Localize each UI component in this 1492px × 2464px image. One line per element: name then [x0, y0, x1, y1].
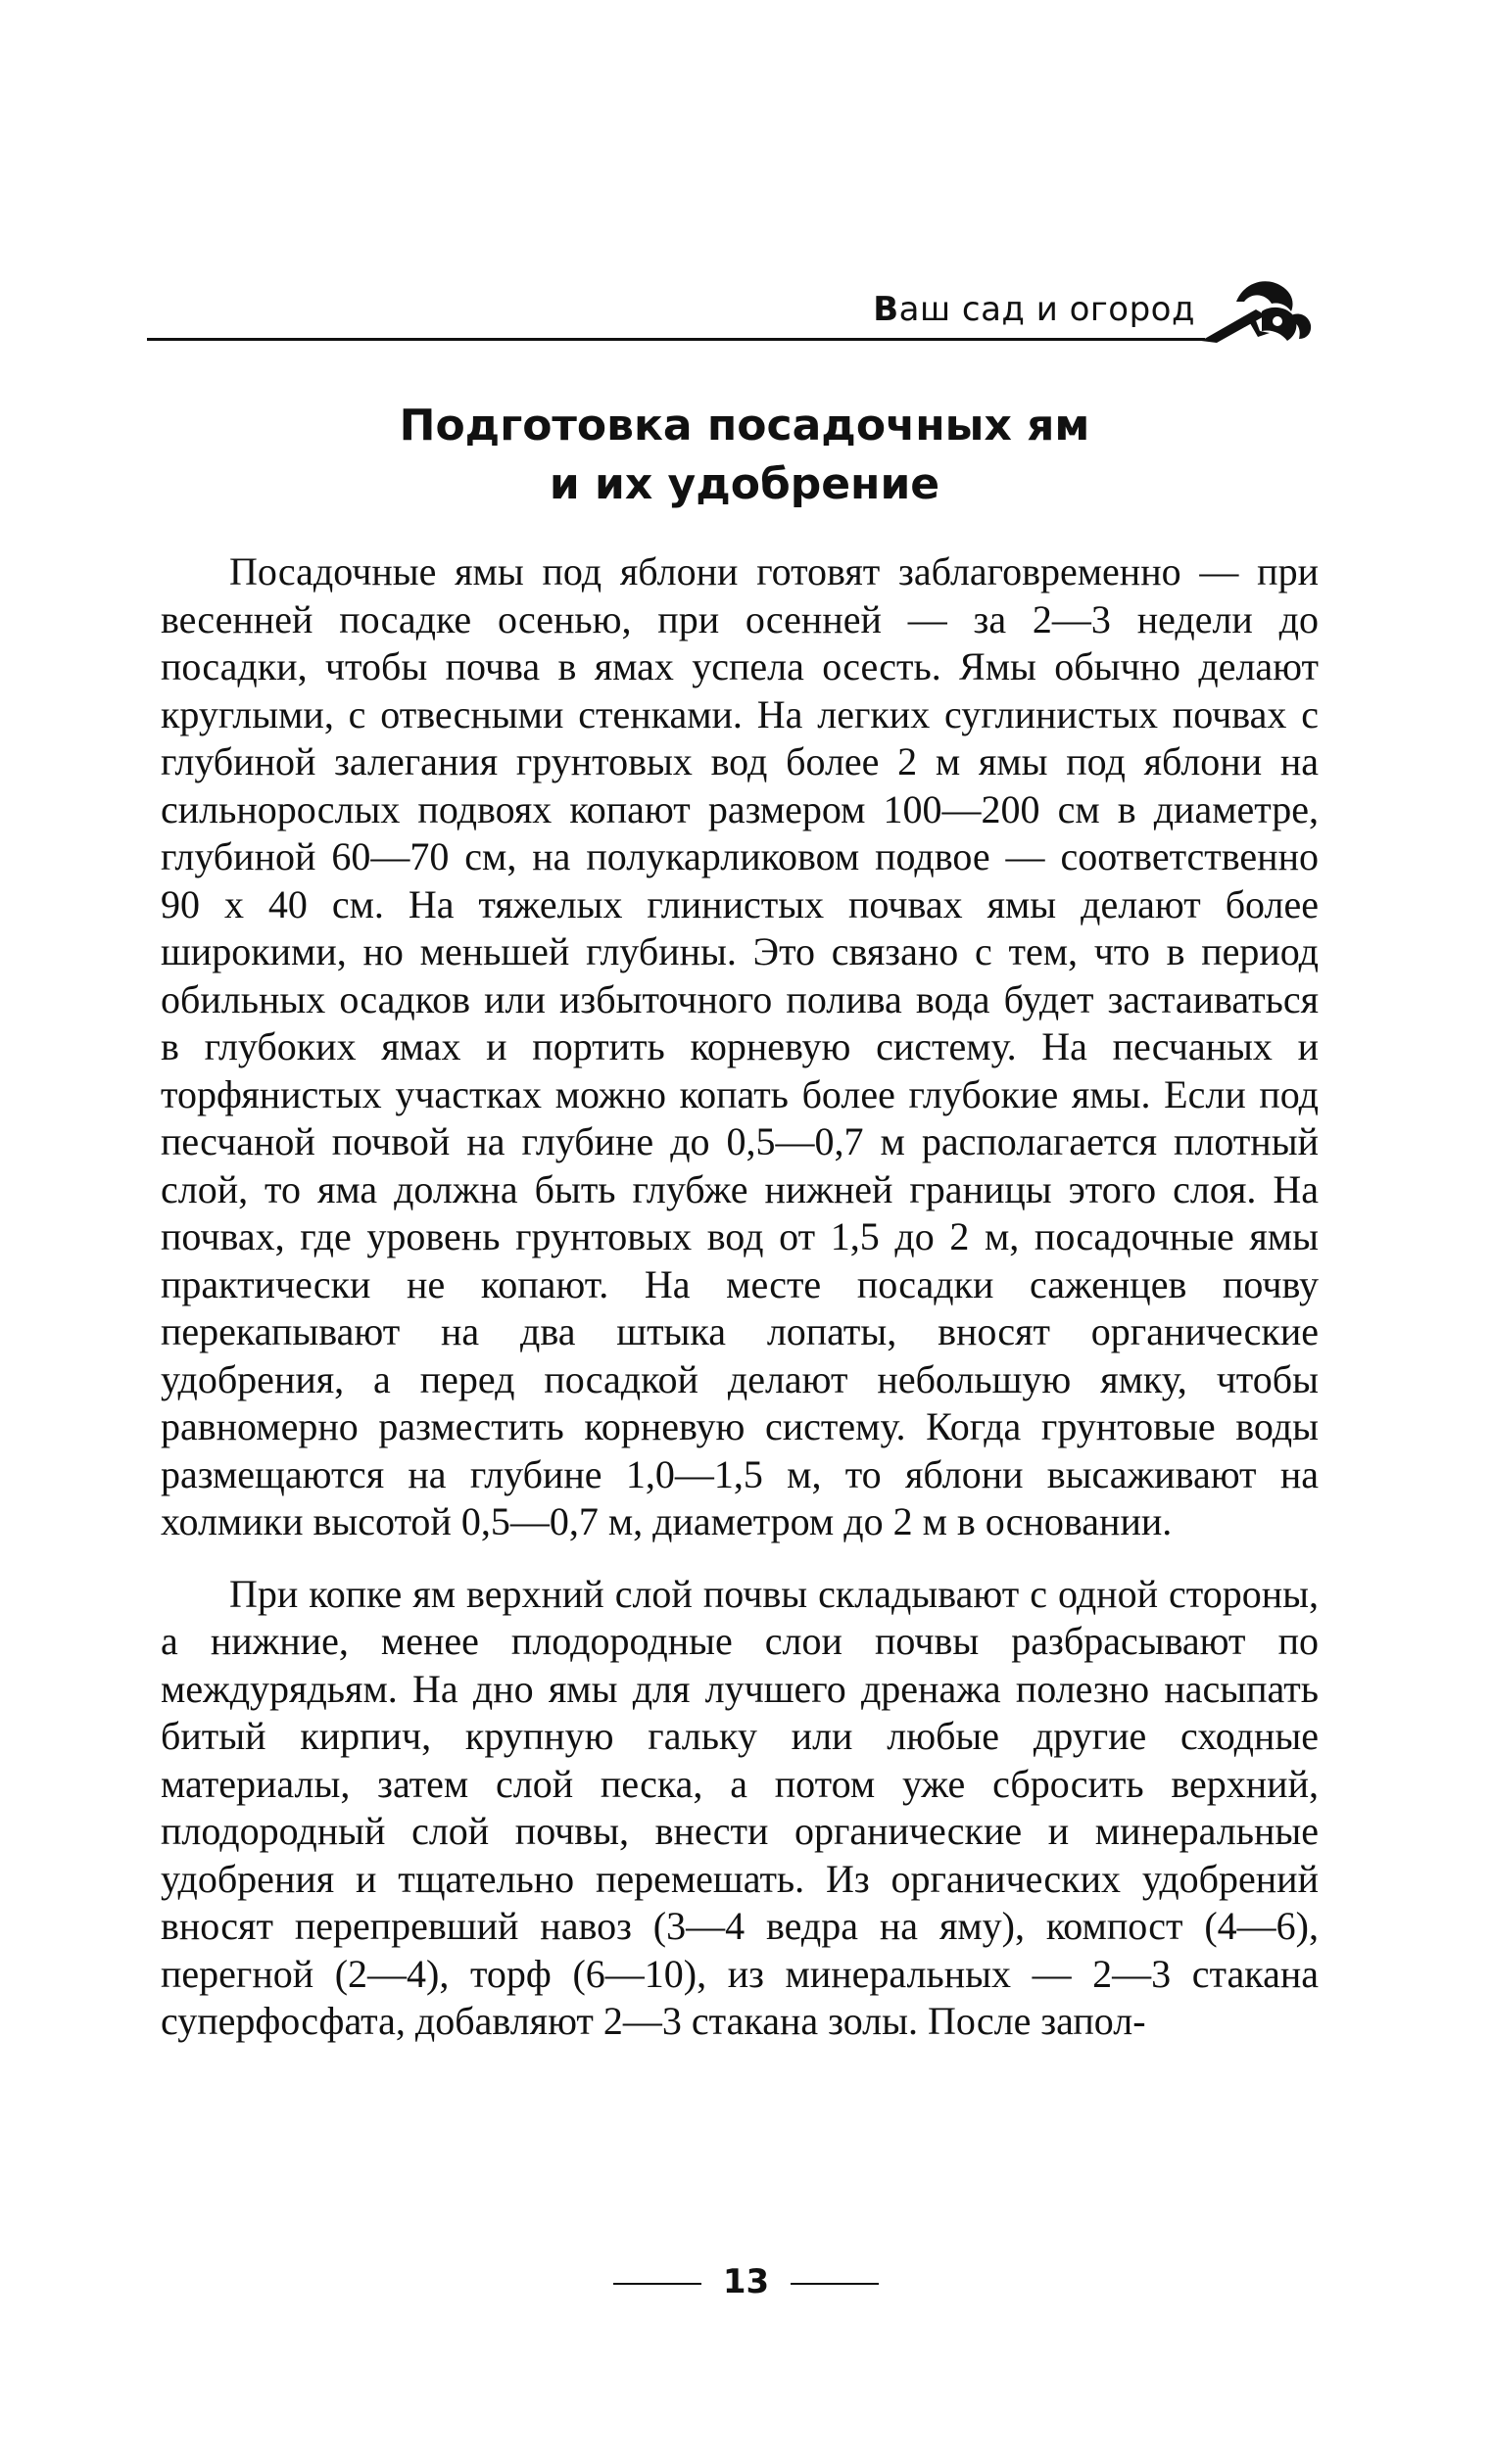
page-number-right-dash: [791, 2283, 879, 2285]
garden-emblem-icon: [1197, 272, 1313, 351]
page-number: 13: [722, 2262, 770, 2301]
page-footer: [0, 2262, 1492, 2301]
paragraph: Посадочные ямы под яблони готовят заблаговременно — при весенней посадке осенью, при осенней — за 2—3 недели до посадки, чтобы почва в ямах успела осесть. Ямы обычно делают круглыми, с отвесными стенками. На легких суглинистых почвах с глубиной залегания грунтовых вод более 2 м ямы под яблони на сильнорослых подвоях копают размером 100—200 см в диаметре, глубиной 60—70 см, на полукарликовом подвое — соответственно 90 х 40 см. На тяжелых глинистых почвах ямы делают более широкими, но меньшей глубины. Это связано с тем, что в период обильных осадков или избыточного полива вода будет застаиваться в глубоких ямах и портить корневую систему. На песчаных и торфянистых участках можно копать более глубокие ямы. Если под песчаной почвой на глубине до 0,5—0,7 м располагается плотный слой, то яма должна быть глубже нижней границы этого слоя. На почвах, где уровень грунтовых вод от 1,5 до 2 м, посадочные ямы практически не копают. На месте посадки саженцев почву перекапывают на два штыка лопаты, вносят органические удобрения, а перед посадкой делают небольшую ямку, чтобы равномерно разместить корневую систему. Когда грунтовые воды размещаются на глубине 1,0—1,5 м, то яблони высаживают на холмики высотой 0,5—0,7 м, диаметром до 2 м в основании.: [161, 549, 1319, 1543]
running-header: [147, 284, 1323, 343]
article-title-line-1: Подготовка посадочных ям: [399, 401, 1090, 450]
article-body: [161, 548, 1319, 2070]
section-title-initial: В: [873, 290, 899, 329]
section-title-rest: аш сад и огород: [898, 290, 1195, 329]
header-rule: [147, 338, 1205, 341]
article-title-line-2: и их удобрение: [549, 459, 940, 509]
paragraph: При копке ям верхний слой почвы складывают с одной стороны, а нижние, менее плодородные слои почвы разбрасывают по междурядьям. На дно ямы для лучшего дренажа полезно насыпать битый кирпич, крупную гальку или любые другие сходные материалы, затем слой песка, а потом уже сбросить верхний, плодородный слой почвы, внести органические и минеральные удобрения и тщательно перемешать. Из органических удобрений вносят перепревший навоз (3—4 ведра на яму), компост (4—6), перегной (2—4), торф (6—10), из минеральных — 2—3 стакана суперфосфата, добавляют 2—3 стакана золы. После запол-: [161, 1571, 1319, 2043]
page-number-left-dash: [613, 2283, 701, 2285]
article-title: [157, 397, 1332, 514]
section-title: [873, 290, 1195, 329]
